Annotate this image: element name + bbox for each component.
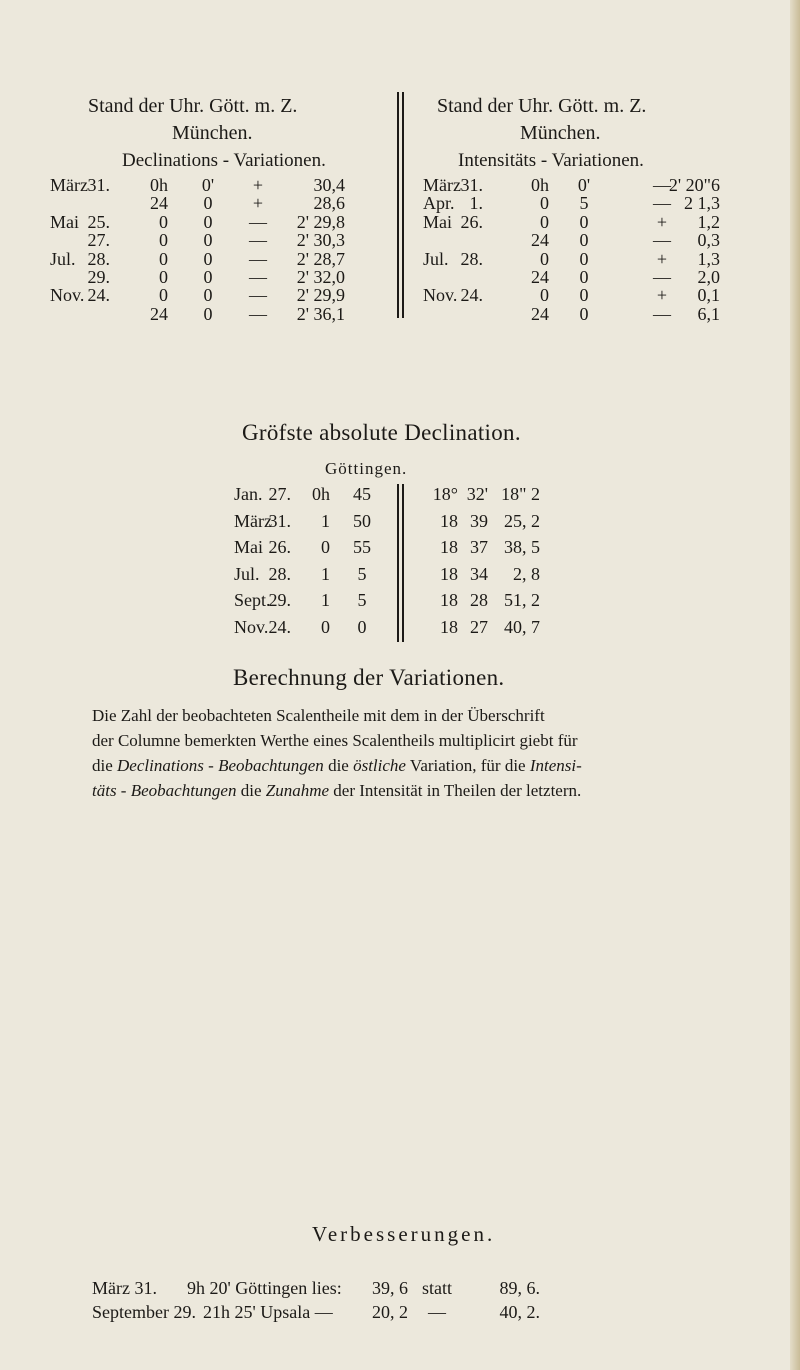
berechnung-title: Berechnung der Variationen.	[233, 665, 505, 690]
sign-cell: —	[249, 267, 267, 287]
emphasis: östliche	[353, 756, 406, 775]
arcsec-cell: 2, 8	[513, 563, 540, 584]
arcmin-cell: 27	[470, 616, 488, 637]
hour-cell: 1	[321, 510, 330, 531]
minute-cell: 0	[579, 230, 589, 251]
text: die	[92, 756, 118, 775]
degree-cell: 18	[440, 590, 458, 610]
minute-cell: 50	[353, 510, 371, 531]
wrong-value-cell: 89, 6.	[499, 1278, 540, 1298]
statt-cell: statt	[422, 1278, 452, 1298]
minute-cell: 0'	[201, 175, 215, 195]
left-subtitle: Declinations - Variationen.	[122, 150, 326, 171]
right-subtitle: Intensitäts - Variationen.	[458, 150, 644, 171]
arcsec-cell: 38, 5	[504, 537, 540, 557]
emphasis: Intensi-	[529, 756, 582, 775]
date-cell: September 29.	[92, 1302, 196, 1322]
minute-cell: 0	[579, 267, 589, 287]
arcsec-cell: 51, 2	[504, 590, 540, 610]
day-cell: 24.	[268, 616, 291, 637]
sign-cell: —	[653, 267, 671, 287]
paragraph-line-4	[92, 778, 782, 803]
day-cell: 28.	[268, 563, 291, 584]
sign-cell: +	[656, 211, 668, 232]
minute-cell: 0	[579, 248, 589, 269]
minute-cell: 5	[357, 563, 367, 584]
minute-cell: 0	[203, 211, 213, 232]
hour-cell: 24	[531, 267, 549, 287]
text: die	[236, 781, 266, 800]
month-cell: März	[423, 175, 461, 195]
day-cell: 29.	[268, 590, 291, 610]
column-divider-left	[397, 92, 399, 318]
sign-cell: —	[653, 193, 671, 214]
sign-cell: —	[249, 211, 267, 232]
emphasis: Declinations - Beobachtungen	[117, 756, 324, 775]
berechnung-paragraph	[92, 703, 782, 803]
hour-cell: 24	[531, 230, 549, 251]
emphasis: täts - Beobachtungen	[92, 781, 237, 800]
day-cell: 31.	[268, 510, 291, 531]
date-cell: März 31.	[92, 1278, 157, 1298]
arcmin-cell: 37	[470, 537, 488, 557]
degree-cell: 18	[440, 537, 458, 557]
day-cell: 28.	[460, 248, 483, 269]
sign-cell: —	[249, 303, 267, 324]
hour-cell: 0	[159, 248, 168, 269]
day-cell: 24.	[460, 285, 483, 306]
minute-cell: 0	[203, 230, 213, 251]
page-edge	[790, 0, 800, 1370]
month-cell: Nov.	[234, 616, 269, 637]
day-cell: 25.	[87, 211, 110, 232]
paragraph-line-1: Die Zahl der beobachteten Scalentheile mit dem in der Überschrift	[92, 706, 545, 725]
minute-cell: 5	[579, 193, 589, 214]
value-cell: 2,0	[697, 267, 720, 287]
month-cell: Jul.	[234, 563, 260, 584]
hour-cell: 0	[540, 193, 549, 214]
hour-cell: 24	[150, 303, 168, 324]
arcmin-cell: 28	[470, 590, 488, 610]
day-cell: 26.	[460, 211, 483, 232]
sign-cell: —	[249, 248, 267, 269]
value-cell: 2' 30,3	[296, 230, 345, 251]
value-cell: 2' 29,8	[296, 211, 345, 232]
column-divider-right	[402, 92, 404, 318]
statt-cell: —	[428, 1302, 446, 1322]
hour-cell: 0	[159, 267, 168, 287]
hour-cell: 24	[531, 303, 549, 324]
correct-value-cell: 39, 6	[372, 1278, 408, 1298]
right-header: Stand der Uhr. Gött. m. Z.	[437, 95, 647, 117]
value-cell: 6,1	[697, 303, 720, 324]
value-cell: 2' 32,0	[296, 267, 345, 287]
minute-cell: 0	[579, 285, 589, 306]
hour-cell: 1	[321, 590, 330, 610]
minute-cell: 0'	[577, 175, 591, 195]
arcmin-cell: 34	[470, 563, 488, 584]
declination-divider-2	[402, 484, 404, 642]
day-cell: 29.	[87, 267, 110, 287]
left-header: Stand der Uhr. Gött. m. Z.	[88, 95, 298, 117]
value-cell: 2 1,3	[684, 193, 720, 214]
paragraph-line-3	[92, 753, 782, 778]
text: der Intensität in Theilen der letztern.	[329, 781, 582, 800]
day-cell: 27.	[87, 230, 110, 251]
hour-cell: 24	[150, 193, 168, 214]
hour-cell: 1	[321, 563, 330, 584]
day-cell: 26.	[268, 537, 291, 557]
value-cell: 0,1	[697, 285, 720, 306]
hour-cell: 0	[540, 211, 549, 232]
minute-cell: 5	[357, 590, 367, 610]
sign-cell: +	[252, 175, 264, 195]
day-cell: 24.	[87, 285, 110, 306]
right-place: München.	[520, 122, 601, 144]
sign-cell: —	[249, 285, 267, 306]
sign-cell: —	[249, 230, 267, 251]
hour-cell: 0h	[150, 175, 168, 195]
month-cell: Mai	[234, 537, 263, 557]
value-cell: 2' 20"6	[668, 175, 720, 195]
arcsec-cell: 18" 2	[501, 484, 540, 504]
wrong-value-cell: 40, 2.	[499, 1302, 540, 1322]
degree-cell: 18	[440, 563, 458, 584]
left-place: München.	[172, 122, 253, 144]
arcmin-cell: 39	[470, 510, 488, 531]
degree-cell: 18°	[432, 484, 458, 504]
arcsec-cell: 25, 2	[504, 510, 540, 531]
hour-cell: 0	[159, 230, 168, 251]
month-cell: Apr.	[423, 193, 455, 214]
arcsec-cell: 40, 7	[504, 616, 540, 637]
month-cell: März	[234, 510, 272, 531]
month-cell: Nov.	[423, 285, 458, 306]
declination-place: Göttingen.	[325, 459, 408, 478]
value-cell: 2' 29,9	[296, 285, 345, 306]
month-cell: Jan.	[234, 484, 263, 504]
value-cell: 1,3	[697, 248, 720, 269]
minute-cell: 0	[203, 267, 213, 287]
hour-cell: 0h	[312, 484, 330, 504]
month-cell: Mai	[50, 211, 79, 232]
value-cell: 28,6	[313, 193, 345, 214]
day-cell: 28.	[87, 248, 110, 269]
sign-cell: +	[252, 193, 264, 214]
arcmin-cell: 32'	[466, 484, 488, 504]
month-cell: Nov.	[50, 285, 85, 306]
minute-cell: 0	[579, 303, 589, 324]
minute-cell: 0	[203, 193, 213, 214]
text: Variation, für die	[405, 756, 530, 775]
sign-cell: +	[656, 285, 668, 306]
day-cell: 31.	[87, 175, 110, 195]
declination-title: Gröfste absolute Declination.	[242, 420, 521, 445]
emphasis: Zunahme	[265, 781, 330, 800]
month-cell: Jul.	[50, 248, 76, 269]
hour-cell: 0	[159, 285, 168, 306]
hour-cell: 0h	[531, 175, 549, 195]
value-cell: 2' 28,7	[296, 248, 345, 269]
month-cell: März	[50, 175, 88, 195]
minute-cell: 55	[353, 537, 371, 557]
sign-cell: —	[653, 230, 671, 251]
day-cell: 1.	[469, 193, 483, 214]
minute-cell: 45	[353, 484, 371, 504]
value-cell: 1,2	[697, 211, 720, 232]
day-cell: 31.	[460, 175, 483, 195]
verbesserungen-title: Verbesserungen.	[312, 1222, 496, 1246]
minute-cell: 0	[579, 211, 589, 232]
degree-cell: 18	[440, 616, 458, 637]
value-cell: 2' 36,1	[296, 303, 345, 324]
value-cell: 30,4	[313, 175, 345, 195]
month-cell: Mai	[423, 211, 452, 232]
time-place-cell: 21h 25' Upsala —	[203, 1302, 333, 1322]
value-cell: 0,3	[697, 230, 720, 251]
correct-value-cell: 20, 2	[372, 1302, 408, 1322]
hour-cell: 0	[540, 248, 549, 269]
hour-cell: 0	[540, 285, 549, 306]
hour-cell: 0	[321, 537, 330, 557]
minute-cell: 0	[203, 285, 213, 306]
month-cell: Jul.	[423, 248, 449, 269]
hour-cell: 0	[321, 616, 330, 637]
declination-divider-1	[397, 484, 399, 642]
degree-cell: 18	[440, 510, 458, 531]
minute-cell: 0	[203, 248, 213, 269]
minute-cell: 0	[203, 303, 213, 324]
hour-cell: 0	[159, 211, 168, 232]
sign-cell: —	[653, 175, 671, 195]
sign-cell: —	[653, 303, 671, 324]
month-cell: Sept.	[234, 590, 271, 610]
sign-cell: +	[656, 248, 668, 269]
paragraph-line-2: der Columne bemerkten Werthe eines Scalentheils multiplicirt giebt für	[92, 731, 578, 750]
time-place-cell: 9h 20' Göttingen lies:	[187, 1278, 342, 1298]
day-cell: 27.	[268, 484, 291, 504]
text: die	[323, 756, 354, 775]
minute-cell: 0	[357, 616, 367, 637]
